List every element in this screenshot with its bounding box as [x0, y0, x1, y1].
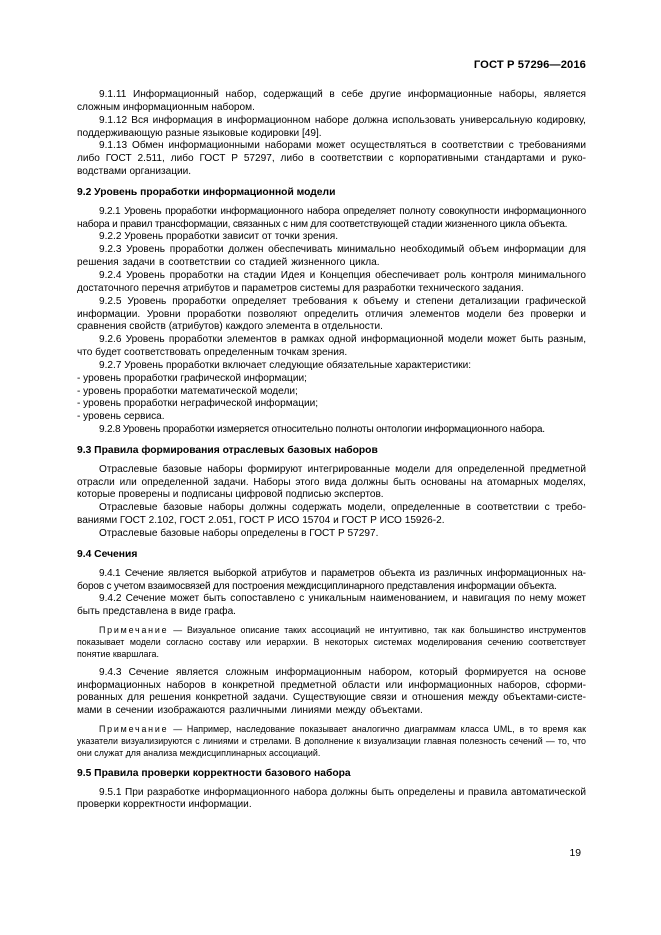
paragraph-9-2-7: 9.2.7 Уровень проработки включает следующие обязательные характеристики: — [99, 359, 472, 371]
paragraph-9-3-a: Отраслевые базовые наборы формируют интегрированные модели для определенной предметной отрасли или определенной задачи. Наборы этого вида должны быть основаны на атомарных моделях, которые проверены и подписаны цифровой подписью экспертов. — [77, 463, 586, 501]
paragraph-9-4-1: 9.4.1 Сечение является выборкой атрибутов и параметров объекта из различных информационных наборов с учетом взаимосвязей для построения междисциплинарного представления информации объекта. — [77, 567, 586, 592]
list-item: - уровень проработки математической модели; — [77, 385, 298, 397]
paragraph-9-1-11: 9.1.11 Информационный набор, содержащий в себе другие информационные наборы, является сложным информационным набором. — [77, 89, 586, 113]
list-item: - уровень проработки графической информации; — [77, 372, 307, 384]
paragraph-9-2-5: 9.2.5 Уровень проработки определяет требования к объему и степени детализации графической информации. Уровни проработки позволяют определить отличия элементов модели без проверки и сравнения свойств (атрибутов) каждого элемента в отдельности. — [77, 295, 586, 333]
document-header: ГОСТ Р 57296—2016 — [473, 59, 586, 71]
paragraph-9-2-3: 9.2.3 Уровень проработки должен обеспечивать минимально необходимый объем информации для решения задачи в соответствии со стадией жизненного цикла. — [77, 244, 586, 269]
section-heading-9-2: 9.2 Уровень проработки информационной модели — [77, 186, 336, 198]
page-content — [77, 89, 586, 812]
paragraph-9-1-13: 9.1.13 Обмен информационными наборами может осуществляться в соответствии с требованиями либо ГОСТ 2.511, либо ГОСТ Р 57297, либо в соответствии с корпоративными стандартами и руководствами организации. — [77, 140, 586, 178]
section-heading-9-3: 9.3 Правила формирования отраслевых базовых наборов — [77, 444, 378, 456]
page-number: 19 — [569, 848, 581, 859]
paragraph-9-2-8: 9.2.8 Уровень проработки измеряется относительно полноты онтологии информационного набора. — [99, 424, 545, 436]
paragraph-9-3-b: Отраслевые базовые наборы должны содержать модели, определенные в соответствии с требованиями ГОСТ 2.102, ГОСТ 2.051, ГОСТ Р ИСО 15704 и ГОСТ Р ИСО 15926-2. — [77, 502, 586, 527]
paragraph-9-2-1: 9.2.1 Уровень проработки информационного набора определяет полноту совокупности информационного набора и правил трансформации, связанных с ним для соответствующей стадии жизненного цикла объекта. — [77, 205, 586, 230]
list-item: - уровень проработки неграфической информации; — [77, 398, 319, 410]
paragraph-9-1-12: 9.1.12 Вся информация в информационном наборе должна использовать универсальную кодировку, поддерживающую разные языковые кодировки [49]. — [77, 114, 586, 139]
paragraph-9-5-1: 9.5.1 При разработке информационного набора должны быть определены и правила автоматической проверки корректности информации. — [77, 786, 586, 811]
note-label: Примечание — [99, 625, 169, 636]
section-heading-9-5: 9.5 Правила проверки корректности базового набора — [77, 767, 351, 779]
paragraph-9-3-c: Отраслевые базовые наборы определены в ГОСТ Р 57297. — [99, 528, 379, 539]
note-text: — Визуальное описание таких ассоциаций не интуитивно, так как большинство инструментов показывает модели согласно составу или иерархии. В некоторых системах моделирования сечению соответствует понятие кваршлага. — [77, 625, 586, 660]
paragraph-9-2-2: 9.2.2 Уровень проработки зависит от точки зрения. — [99, 231, 339, 243]
note-text: — Например, наследование показывает аналогично диаграммам класса UML, в то время как указатели визуализируются с линиями и стрелами. В дополнение к визуализации главная полезность сечений — то, что они служат для анализа междисциплинарных ассоциаций. — [77, 724, 586, 759]
note-2 — [77, 723, 586, 760]
list-item: - уровень сервиса. — [77, 411, 165, 423]
paragraph-9-2-4: 9.2.4 Уровень проработки на стадии Идея и Концепция обеспечивает роль контроля минимального достаточного перечня атрибутов и параметров системы для разработки технического задания. — [77, 269, 586, 294]
note-1 — [77, 624, 586, 661]
paragraph-9-4-2: 9.4.2 Сечение может быть сопоставлено с уникальным наименованием, и навигация по нему может быть представлена в виде графа. — [77, 593, 586, 618]
note-label: Примечание — [99, 724, 169, 735]
paragraph-9-2-6: 9.2.6 Уровень проработки элементов в рамках одной информационной модели может быть разным, что будет соответствовать определенным точкам зрения. — [77, 334, 586, 359]
paragraph-9-4-3: 9.4.3 Сечение является сложным информационным набором, который формируется на основе информационных наборов в конкретной предметной области или информационных наборов, сформированных для решения конкретной задачи. Существующие связи и отношения между объектами-системами в сечении изображаются различными линиями между объектами. — [77, 666, 586, 717]
section-heading-9-4: 9.4 Сечения — [77, 548, 138, 560]
